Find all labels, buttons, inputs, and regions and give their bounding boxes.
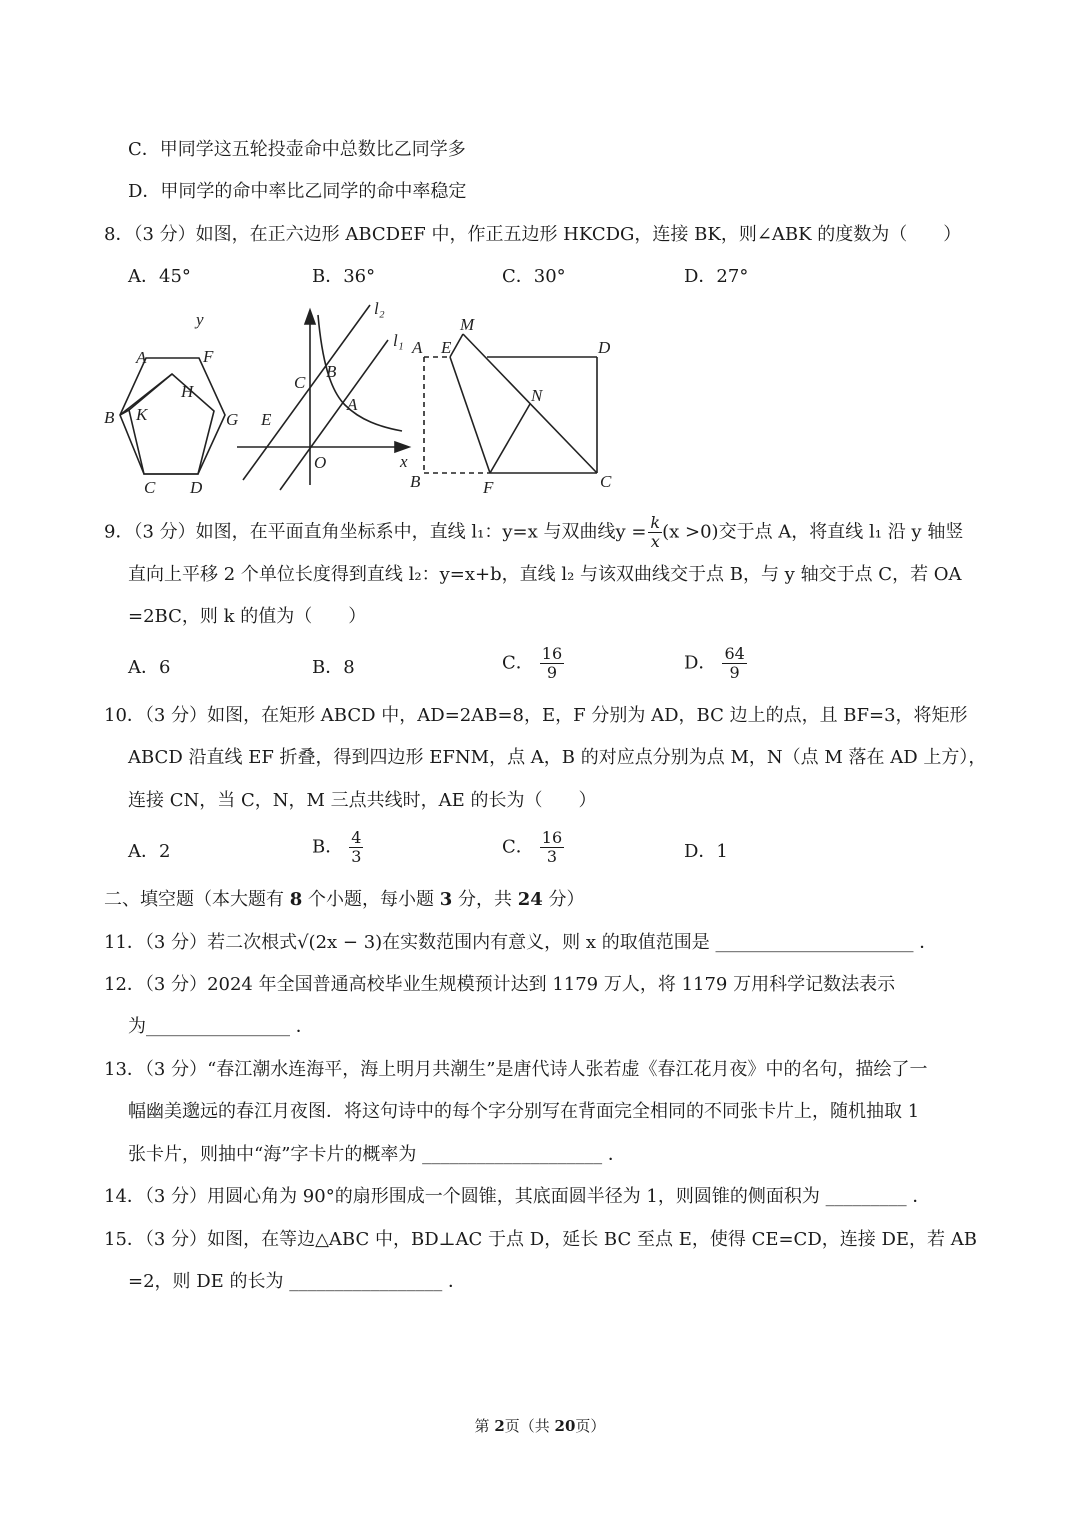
- numerator: 16: [541, 644, 563, 663]
- x-arrow-icon: [395, 442, 409, 452]
- numerator: 16: [541, 828, 563, 847]
- label-c: C: [144, 478, 156, 497]
- fraction: [540, 645, 564, 682]
- y-arrow-icon: [305, 310, 315, 324]
- q13-line-2: 幅幽美邈远的春江月夜图．将这句诗中的每个字分别写在背面完全相同的不同张卡片上，随机抽取 1: [128, 1101, 920, 1122]
- segment-ef: [450, 357, 490, 473]
- q8-stem: 8．（3 分）如图，在正六边形 ABCDEF 中，作正五边形 HKCDG，连接 BK，则∠ABK 的度数为（ ）: [104, 224, 962, 245]
- page-number: 2: [494, 1417, 505, 1435]
- q10-option-c: [502, 829, 564, 866]
- fraction: [540, 829, 564, 866]
- footer-text: 页（共: [504, 1417, 555, 1435]
- fraction: [722, 645, 746, 682]
- q14: 14．（3 分）用圆心角为 90°的扇形围成一个圆锥，其底面圆半径为 1，则圆锥的侧面积为 _________ ．: [104, 1186, 931, 1207]
- label-a: A: [136, 348, 147, 367]
- q9-text-b: (x >0)交于点 A，将直线 l₁ 沿 y 轴竖: [662, 521, 964, 543]
- numerator: 64: [724, 644, 745, 663]
- label-b: B: [326, 362, 337, 381]
- heading-points: 3: [439, 889, 453, 910]
- pentagon: [129, 374, 214, 474]
- label-b: B: [104, 408, 115, 427]
- denominator: x: [650, 532, 660, 551]
- footer-text: 页）: [575, 1417, 606, 1435]
- heading-text: 分）: [542, 889, 585, 910]
- label-d: D: [598, 338, 611, 357]
- q10-line-3: 连接 CN，当 C，N，M 三点共线时，AE 的长为（ ）: [128, 790, 597, 811]
- label-h: H: [181, 382, 194, 401]
- q10-line-2: ABCD 沿直线 EF 折叠，得到四边形 EFNM，点 A，B 的对应点分别为点 M，N（点 M 落在 AD 上方），: [128, 747, 987, 768]
- denominator: 3: [546, 847, 558, 866]
- heading-text: 个小题，每小题: [302, 889, 440, 910]
- q15-line-2: =2，则 DE 的长为 _________________ ．: [128, 1271, 466, 1292]
- label-m: M: [460, 315, 475, 334]
- label-a: A: [412, 338, 423, 357]
- heading-count: 8: [289, 889, 303, 910]
- label-f: F: [203, 347, 214, 366]
- numerator: 4: [351, 828, 362, 847]
- q9-line-1: [104, 514, 963, 551]
- heading-text: 二、填空题（本大题有: [104, 889, 290, 910]
- q10-option-b: [312, 829, 363, 866]
- segment-em: [450, 334, 463, 357]
- q7-option-d: D．甲同学的命中率比乙同学的命中率稳定: [128, 181, 467, 202]
- heading-text: 分，共: [452, 889, 518, 910]
- q11: 11．（3 分）若二次根式√(2x − 3)在实数范围内有意义，则 x 的取值范围是 ______________________ ．: [104, 932, 938, 953]
- denominator: 9: [546, 663, 558, 682]
- rectangle-figure: [410, 315, 612, 497]
- fraction-k-over-x: [648, 514, 662, 551]
- label-x: x: [400, 452, 408, 471]
- label-a: A: [347, 395, 358, 414]
- label-g: G: [226, 410, 239, 429]
- q7-option-c: C．甲同学这五轮投壶命中总数比乙同学多: [128, 139, 466, 160]
- section-2-heading: [104, 888, 585, 912]
- label-o: O: [314, 453, 327, 472]
- denominator: 9: [729, 663, 740, 682]
- figures: [0, 0, 1080, 520]
- segment-fn: [490, 404, 530, 473]
- q8-option-d: D．27°: [684, 266, 749, 287]
- label-f: F: [483, 478, 494, 497]
- q10-line-1: 10．（3 分）如图，在矩形 ABCD 中，AD=2AB=8，E，F 分别为 AD，BC 边上的点，且 BF=3，将矩形: [104, 705, 968, 726]
- q10-option-d: D．1: [684, 841, 728, 862]
- page-footer: [0, 1415, 1080, 1436]
- q13-line-3: 张卡片，则抽中“海”字卡片的概率为 ____________________ ．: [128, 1144, 626, 1165]
- q12-line-1: 12．（3 分）2024 年全国普通高校毕业生规模预计达到 1179 万人，将 1179 万用科学记数法表示: [104, 974, 896, 995]
- label-e: E: [441, 338, 452, 357]
- label-c: C: [600, 472, 612, 491]
- option-label: D．: [684, 652, 717, 674]
- label-k: K: [136, 405, 148, 424]
- footer-text: 第: [474, 1417, 495, 1435]
- fraction: [349, 829, 363, 866]
- q12-line-2: 为________________ ．: [128, 1016, 314, 1037]
- label-b: B: [410, 472, 421, 491]
- label-c: C: [294, 373, 306, 392]
- q10-option-a: A．2: [128, 841, 171, 862]
- q8-option-c: C．30°: [502, 266, 566, 287]
- denominator: 3: [351, 847, 362, 866]
- q9-option-d: [684, 645, 747, 682]
- q8-option-a: A．45°: [128, 266, 191, 287]
- label-l2: l₂: [374, 299, 385, 318]
- label-d: D: [190, 478, 203, 497]
- q9-line-3: =2BC，则 k 的值为（ ）: [128, 606, 367, 627]
- label-e: E: [261, 410, 272, 429]
- option-label: C．: [502, 836, 534, 858]
- label-l1: l₁: [393, 331, 404, 350]
- heading-total: 24: [517, 889, 543, 910]
- q9-option-b: B．8: [312, 657, 355, 678]
- q9-option-c: [502, 645, 564, 682]
- label-n: N: [531, 386, 543, 405]
- option-label: C．: [502, 652, 534, 674]
- q9-line-2: 直向上平移 2 个单位长度得到直线 l₂：y=x+b，直线 l₂ 与该双曲线交于点 B，与 y 轴交于点 C，若 OA: [128, 564, 962, 585]
- label-y: y: [196, 310, 204, 329]
- coordinate-figure: [194, 299, 409, 490]
- q15-line-1: 15．（3 分）如图，在等边△ABC 中，BD⊥AC 于点 D，延长 BC 至点 E，使得 CE=CD，连接 DE，若 AB: [104, 1229, 978, 1250]
- q13-line-1: 13．（3 分）“春江潮水连海平，海上明月共潮生”是唐代诗人张若虚《春江花月夜》中的名句，描绘了一: [104, 1059, 928, 1080]
- q8-option-b: B．36°: [312, 266, 376, 287]
- q9-option-a: A．6: [128, 657, 171, 678]
- q9-text-a: 9．（3 分）如图，在平面直角坐标系中，直线 l₁：y=x 与双曲线y =: [104, 521, 647, 543]
- total-pages: 20: [554, 1417, 576, 1435]
- option-label: B．: [312, 836, 344, 858]
- numerator: k: [650, 513, 661, 532]
